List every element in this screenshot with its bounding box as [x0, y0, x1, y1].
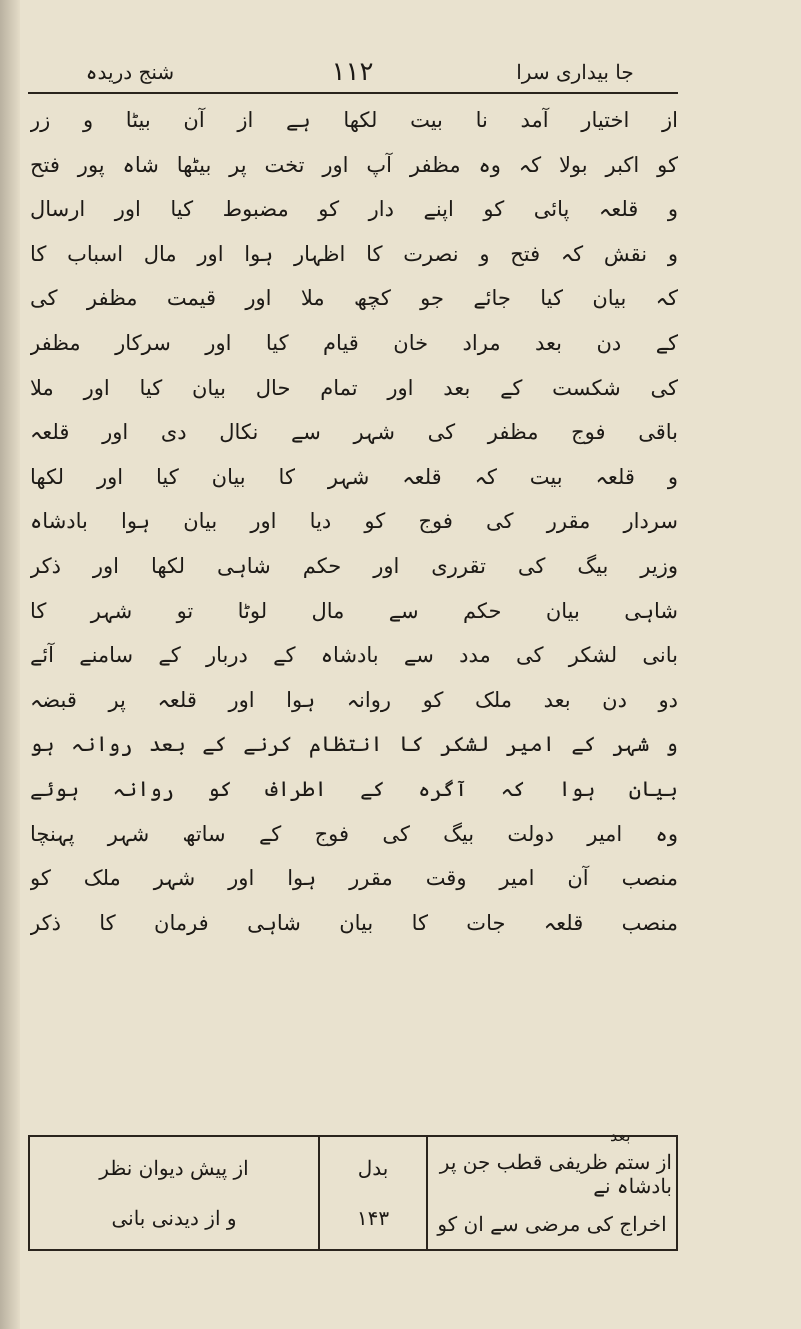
text-line: کو اکبر بولا کہ وہ مظفر آپ اور تخت پر بیٹھا شاہ پور فتح: [30, 152, 678, 177]
text-line: باقی فوج مظفر کی شہر سے نکال دی اور قلعہ: [30, 420, 678, 445]
text-line: و قلعہ پائی کو اپنے دار کو مضبوط کیا اور ارسال: [30, 197, 678, 222]
text-line: منصب آن امیر وقت مقرر ہوا اور شہر ملک کو: [30, 866, 678, 891]
bottom-cell-right: [426, 1137, 676, 1249]
text-line: بانی لشکر کی مدد سے بادشاہ کے دربار کے سامنے آئے: [30, 643, 678, 668]
bottom-right-line-2: اخراج کی مرضی سے ان کو: [437, 1212, 667, 1236]
bottom-cell-left: [30, 1137, 318, 1249]
text-line: کی شکست کے بعد اور تمام حال بیان کیا اور ملا: [30, 375, 678, 400]
running-head-right: جا بیداری سرا: [516, 60, 634, 84]
bottom-middle-line-2: ۱۴۳: [356, 1206, 390, 1230]
bottom-left-line-1: از پیش دیوان نظر: [99, 1156, 249, 1180]
bottom-right-line-1: از ستم ظریفی قطب جن پر بادشاہ نے: [439, 1150, 672, 1198]
text-line: و شہر کے امیر لشکر کا انتظام کرنے کے بعد روانہ ہو: [30, 732, 678, 757]
header-rule: [28, 92, 678, 94]
main-text-block: [30, 98, 678, 1128]
running-head-left: شنج دریدہ: [85, 60, 175, 84]
text-line: از اختیار آمد نا بیت لکھا ہے از آن بیٹا و زر: [30, 108, 678, 132]
bottom-middle-line-1: بدل: [357, 1156, 389, 1180]
text-line: سردار مقرر کی فوج کو دیا اور بیان ہوا بادشاہ: [30, 509, 678, 534]
page-header: [30, 52, 675, 92]
page-number: ۱۱۲: [331, 57, 374, 87]
text-line: و نقش کہ فتح و نصرت کا اظہار ہوا اور مال اسباب کا: [30, 241, 678, 266]
text-line: بیان ہوا کہ آگرہ کے اطراف کو روانہ ہوئے: [30, 776, 678, 801]
catchword: بعد: [610, 1126, 631, 1145]
text-line: و قلعہ بیت کہ قلعہ شہر کا بیان کیا اور لکھا: [30, 464, 678, 489]
text-line: شاہی بیان حکم سے مال لوٹا تو شہر کا: [30, 598, 678, 623]
text-line: دو دن بعد ملک کو روانہ ہوا اور قلعہ پر قبضہ: [30, 687, 678, 712]
text-line: کے دن بعد مراد خان قیام کیا اور سرکار مظفر: [30, 330, 678, 355]
text-line: وزیر بیگ کی تقرری اور حکم شاہی لکھا اور ذکر: [30, 553, 678, 578]
text-line: وہ امیر دولت بیگ کی فوج کے ساتھ شہر پہنچا: [30, 821, 678, 846]
bottom-table: [28, 1135, 678, 1251]
bottom-left-line-2: و از دیدنی بانی: [111, 1206, 237, 1230]
text-line: کہ بیان کیا جائے جو کچھ ملا اور قیمت مظفر کی: [30, 286, 678, 311]
bottom-cell-middle: [318, 1137, 426, 1249]
page-edge-shadow: [0, 0, 20, 1329]
text-line: منصب قلعہ جات کا بیان شاہی فرمان کا ذکر: [30, 910, 678, 935]
